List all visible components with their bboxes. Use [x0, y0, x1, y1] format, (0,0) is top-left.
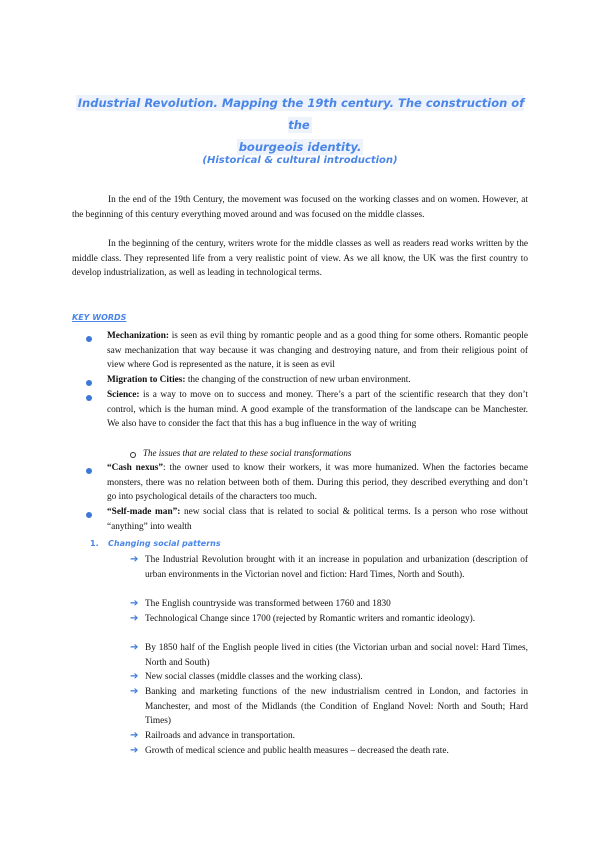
arrow-right-icon: ➔	[130, 730, 139, 741]
section-item: Growth of medical science and public health measures – decreased the death rate.	[145, 746, 449, 756]
keyword-text: new social class that is related to social & political terms. Is a person who rose without “anything” into wealth	[107, 507, 528, 532]
document-title	[72, 92, 528, 158]
bullet-dot-icon	[86, 512, 92, 518]
bullet-dot-icon	[86, 468, 92, 474]
keyword-text: is a way to move on to success and money. There’s a part of the scientific research that they don’t control, which is the human mind. A good example of the transformation of the landscape can be Manchester. We also have to consider the fact that this has a bug influence in the way of writing	[107, 390, 528, 429]
section-item: Banking and marketing functions of the new industrialism centred in London, and factories in Manchester, and most of the Midlands (the Condition of England Novel: North and South; Hard Times)	[145, 687, 528, 726]
bullet-dot-icon	[86, 380, 92, 386]
document-subtitle: (Historical & cultural introduction)	[202, 155, 398, 166]
arrow-right-icon: ➔	[130, 745, 139, 756]
section-item: By 1850 half of the English people lived in cities (the Victorian urban and social novel: Hard Times, North and South)	[145, 643, 528, 668]
intro-paragraph-2: In the beginning of the century, writers wrote for the middle classes as well as readers read works written by the middle class. They represented life from a very realistic point of view. As we all know, the UK was the first country to develop industrialization, as well as leading in technological terms.	[72, 239, 528, 278]
section-title: Changing social patterns	[108, 539, 221, 548]
arrow-right-icon: ➔	[130, 598, 139, 609]
section-item: Technological Change since 1700 (rejected by Romantic writers and romantic ideology).	[145, 614, 476, 624]
keyword-text: : the owner used to know their workers, it was more humanized. When the factories became monsters, there was no relation between both of them. During this period, they described everything and don’t go into psychological details of the characters too much.	[107, 463, 528, 502]
arrow-right-icon: ➔	[130, 642, 139, 653]
intro-paragraph-1: In the end of the 19th Century, the movement was focused on the working classes and on women. However, at the beginning of this century everything moved around and was focused on the middle classes.	[72, 195, 528, 220]
circle-bullet-icon	[130, 452, 136, 458]
arrow-right-icon: ➔	[130, 554, 139, 565]
bullet-dot-icon	[86, 336, 92, 342]
keyword-item-migration	[107, 373, 528, 388]
title-line-2: bourgeois identity.	[238, 140, 362, 154]
key-words-heading: KEY WORDS	[72, 313, 127, 322]
keyword-term: “Cash nexus”	[107, 463, 164, 473]
section-item: The Industrial Revolution brought with it an increase in population and urbanization (description of urban environments in the Victorian novel and fiction: Hard Times, North and South).	[145, 555, 528, 580]
section-item: Railroads and advance in transportation.	[145, 731, 295, 741]
section-number: 1.	[90, 539, 99, 548]
keyword-text: the changing of the construction of new urban environment.	[185, 375, 411, 385]
keyword-item-cash-nexus	[107, 461, 528, 505]
arrow-right-icon: ➔	[130, 671, 139, 682]
keyword-term: Migration to Cities:	[107, 375, 186, 385]
section-item: New social classes (middle classes and the working class).	[145, 672, 363, 682]
arrow-right-icon: ➔	[130, 613, 139, 624]
keyword-text: is seen as evil thing by romantic people and as a good thing for some others. Romantic people saw mechanization that way because it was changing and destroying nature, and from their religious point of view where God is represented as the nature, it is seen as evil	[107, 331, 528, 370]
keyword-subitem: The issues that are related to these social transformations	[143, 448, 352, 458]
bullet-dot-icon	[86, 395, 92, 401]
keyword-term: Mechanization:	[107, 331, 169, 341]
section-item: The English countryside was transformed between 1760 and 1830	[145, 599, 391, 609]
arrow-right-icon: ➔	[130, 686, 139, 697]
keyword-term: “Self-made man”:	[107, 507, 181, 517]
keyword-item-mechanization	[107, 329, 528, 373]
title-line-1: Industrial Revolution. Mapping the 19th century. The construction of the	[77, 96, 525, 132]
keyword-item-science	[107, 388, 528, 432]
keyword-item-self-made-man	[107, 505, 528, 534]
keyword-term: Science:	[107, 390, 140, 400]
